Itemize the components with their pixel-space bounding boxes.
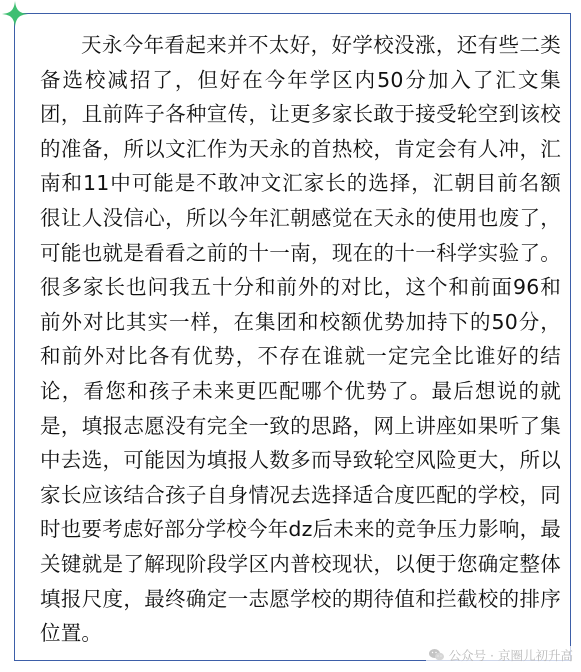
wechat-icon xyxy=(428,648,445,662)
article-body: 天永今年看起来并不太好，好学校没涨，还有些二类备选校减招了，但好在今年学区内50分加入了汇文集团，且前阵子各种宣传，让更多家长敢于接受轮空到该校的准备，所以文汇作为天永的首热校，肯定会有人冲，汇南和11中可能是不敢冲文汇家长的选择，汇朝目前名额很让人没信心，所以今年汇朝感觉在天永的使用也废了，可能也就是看看之前的十一南，现在的十一科学实验了。很多家长也问我五十分和前外的对比，这个和前面96和前外对比其实一样，在集团和校额优势加持下的50分，和前外对比各有优势，不存在谁就一定完全比谁好的结论，看您和孩子未来更匹配哪个优势了。最后想说的就是，填报志愿没有完全一致的思路，网上讲座如果听了集中去选，可能因为填报人数多而导致轮空风险更大，所以家长应该结合孩子自身情况去选择适合度匹配的学校，同时也要考虑好部分学校今年dz后未来的竞争压力影响，最关键就是了解现阶段学区内普校现状，以便于您确定整体填报尺度，最终确定一志愿学校的期待值和拦截校的排序位置。 xyxy=(40,33,561,646)
watermark xyxy=(426,646,575,664)
sparkle-icon xyxy=(1,0,29,28)
watermark-text: 公众号 · 京圈儿初升高 xyxy=(448,648,573,663)
